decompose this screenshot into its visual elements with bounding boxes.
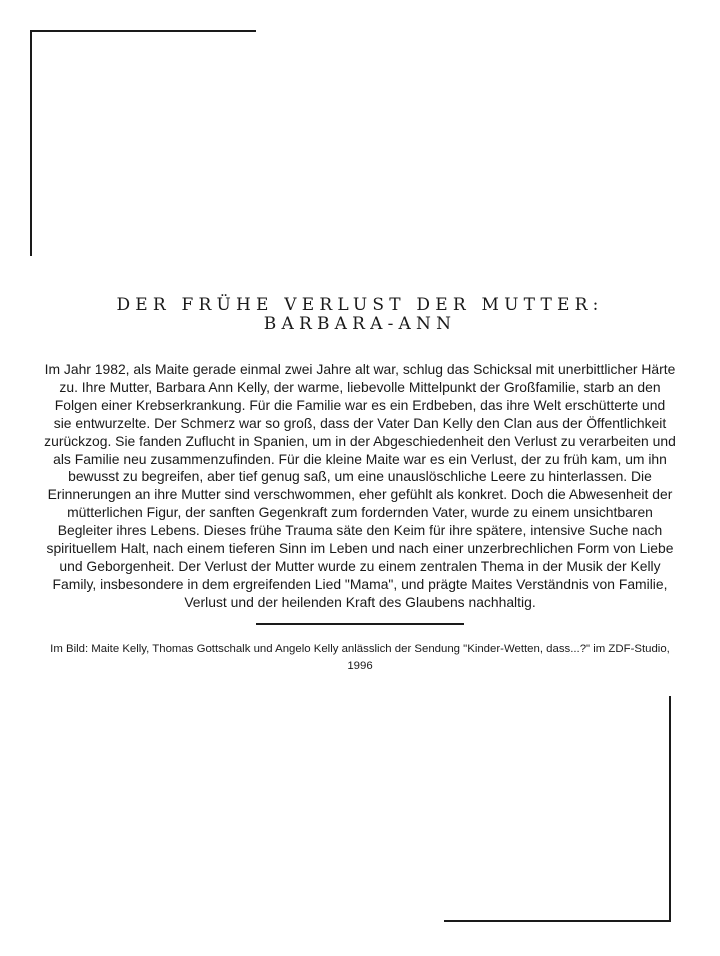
section-body: Im Jahr 1982, als Maite gerade einmal zwei Jahre alt war, schlug das Schicksal mit unerbittlicher Härte zu. Ihre Mutter, Barbara Ann Kelly, der warme, liebevolle Mittelpunkt der Großfamilie, starb an den Folgen einer Krebserkrankung. Für die Familie war es ein Erdbeben, das ihre Welt erschütterte und sie entwurzelte. Der Schmerz war so groß, dass der Vater Dan Kelly den Clan aus der Öffentlichkeit zurückzog. Sie fanden Zuflucht in Spanien, um in der Abgeschiedenheit den Verlust zu verarbeiten und als Familie neu zusammenzufinden. Für die kleine Maite war es ein Verlust, der zu früh kam, um ihn bewusst zu begreifen, aber tief genug saß, um eine unauslöschliche Leere zu hinterlassen. Die Erinnerungen an ihre Mutter sind verschwommen, eher gefühlt als konkret. Doch die Abwesenheit der mütterlichen Figur, der sanften Gegenkraft zum fordernden Vater, wurde zu einem unsichtbaren Begleiter ihres Lebens. Dieses frühe Trauma säte den Keim für ihre spätere, intensive Suche nach spirituellem Halt, nach einem tieferen Sinn im Leben und nach einer unzerbrechlichen Form von Liebe und Geborgenheit. Der Verlust der Mutter wurde zu einem zentralen Thema in der Musik der Kelly Family, insbesondere in dem ergreifenden Lied "Mama", und prägte Maites Verständnis von Familie, Verlust und der heilenden Kraft des Glaubens nachhaltig. (44, 361, 676, 610)
section-title: DER FRÜHE VERLUST DER MUTTER: BARBARA-ANN (116, 295, 604, 334)
article-section (44, 296, 676, 676)
frame-corner-bottom-right-vertical (669, 696, 671, 922)
frame-corner-bottom-right-horizontal (444, 920, 671, 922)
image-caption: Im Bild: Maite Kelly, Thomas Gottschalk und Angelo Kelly anlässlich der Sendung "Kinder-Wetten, dass...?" im ZDF-Studio, 1996 (50, 642, 670, 673)
frame-corner-top-left-horizontal (30, 30, 256, 32)
caption-divider (256, 623, 464, 625)
frame-corner-top-left-vertical (30, 30, 32, 256)
